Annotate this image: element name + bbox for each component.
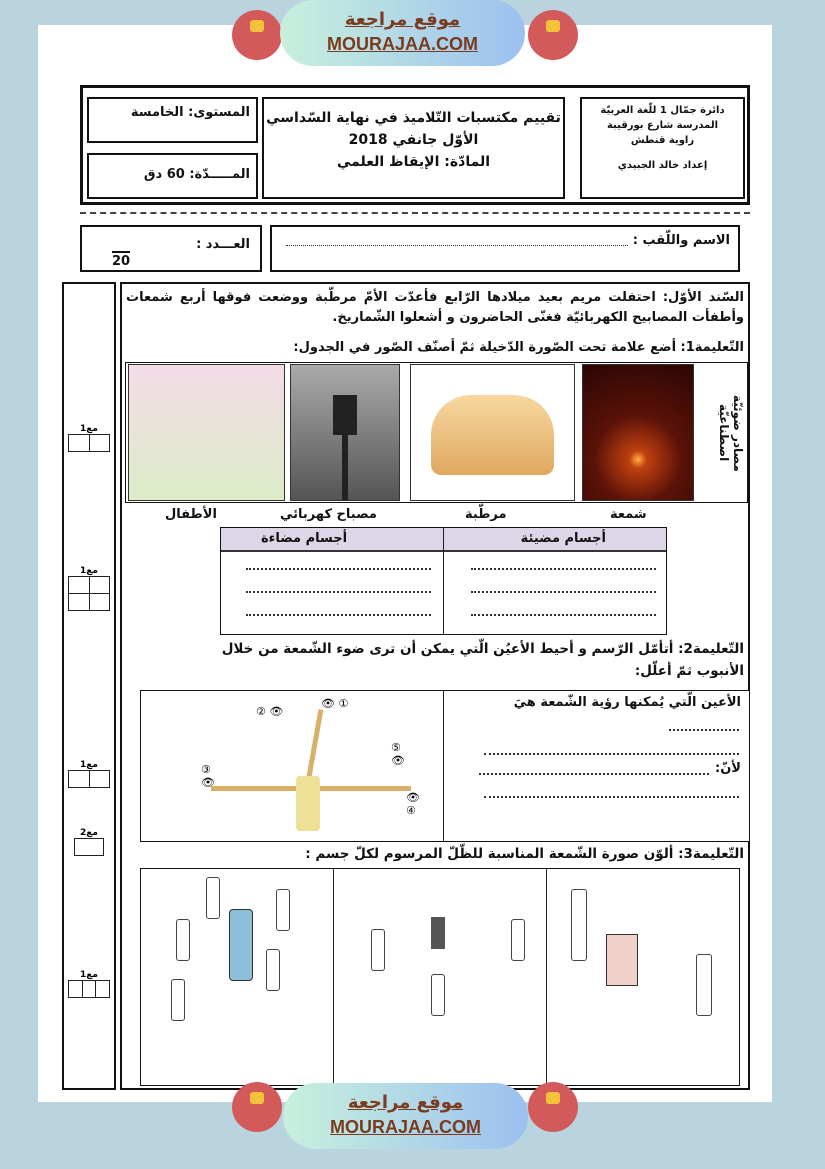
candle-outline[interactable]	[276, 889, 290, 931]
caption-lamp: مصباح كهربائي	[280, 507, 377, 522]
exam-subject: المادّة: الإيقاظ العلمي	[336, 154, 491, 170]
exam-period: الأوّل جانفي 2018	[348, 132, 479, 148]
header-luminous: أجسام مضيئة	[520, 531, 606, 546]
candle-outline[interactable]	[371, 929, 385, 971]
duration-box: المـــــدّة: 60 دق	[87, 153, 258, 199]
because-label: لأنّ:	[715, 761, 741, 776]
candle-outline[interactable]	[431, 974, 445, 1016]
instruction-1: التّعليمة1: أضع علامة تحت الصّورة الدّخيلة ثمّ أصنّف الصّور في الجدول:	[293, 340, 744, 355]
name-label: الاسم واللّقب :	[632, 233, 730, 248]
lamp-drawing	[431, 917, 445, 949]
school-line: دائرة جمّال 1 للّغة العربيّة	[600, 105, 725, 116]
score-label: مع1	[80, 970, 98, 980]
school-line: زاوية قنطش	[630, 135, 695, 146]
glass-drawing	[606, 934, 638, 986]
score-label: مع1	[80, 424, 98, 434]
instruction-2: التّعليمة2: أتأمّل الرّسم و أحيط الأعيُن الّتي يمكن أن ترى ضوء الشّمعة من خلال الأنبوب ثمّ أعلّل:	[221, 641, 744, 679]
grade-total: 20	[112, 251, 130, 269]
banner-arabic: موقع مراجعة	[347, 1092, 464, 1113]
score-item	[64, 760, 114, 788]
level-box: المستوى: الخامسة	[87, 97, 258, 143]
book-icon	[546, 20, 560, 32]
answer-line[interactable]	[669, 729, 739, 731]
author: إعداد خالد الجبيدي	[617, 160, 708, 171]
site-logo-left	[232, 1082, 282, 1132]
banner-arabic: موقع مراجعة	[344, 9, 461, 30]
eye-1-icon[interactable]: 👁 ①	[321, 697, 349, 710]
candle-outline[interactable]	[571, 889, 587, 961]
score-label: مع1	[80, 760, 98, 770]
lamp-image[interactable]	[290, 364, 400, 501]
score-item	[64, 970, 114, 998]
score-item	[64, 566, 114, 611]
candle-outline[interactable]	[511, 919, 525, 961]
name-box	[270, 225, 740, 272]
candle-outline[interactable]	[176, 919, 190, 961]
score-column	[62, 282, 116, 1090]
children-party-image[interactable]	[128, 364, 285, 501]
score-item	[64, 828, 114, 856]
answer-line[interactable]	[471, 591, 656, 593]
eye-4-icon[interactable]: 👁 ④	[406, 791, 420, 817]
eyes-exercise-box	[140, 690, 750, 842]
context-text: السّند الأوّل: احتفلت مريم بعيد ميلادها الرّابع فأعدّت الأمّ مرطّبة ووضعت فوقها أربع شمعات وأطفأت المصابيح الكهربائيّة فغنّى الحاضرون و أشعلوا الشّماريخ.	[126, 290, 744, 325]
eye-5-icon[interactable]: ⑤ 👁	[391, 741, 405, 767]
banner-url: MOURAJAA.COM	[330, 1117, 481, 1137]
answer-line[interactable]	[246, 591, 431, 593]
candle-outline[interactable]	[171, 979, 185, 1021]
site-logo-left	[232, 10, 282, 60]
candle-drawing	[296, 776, 320, 831]
caption-candle: شمعة	[610, 507, 647, 522]
book-icon	[546, 1092, 560, 1104]
answer-line[interactable]	[484, 753, 739, 755]
candle-outline[interactable]	[696, 954, 712, 1016]
classification-table	[220, 527, 667, 635]
score-label: مع1	[80, 566, 98, 576]
site-banner-bottom[interactable]	[283, 1083, 528, 1149]
score-item	[64, 424, 114, 452]
exam-title: تقييم مكتسبات التّلاميذ في نهاية السّداسي	[266, 110, 561, 126]
school-box	[580, 97, 745, 199]
cut-line	[80, 212, 750, 214]
site-logo-right	[528, 1082, 578, 1132]
candle-outline[interactable]	[206, 877, 220, 919]
bottle-drawing	[229, 909, 253, 981]
exam-title-box	[262, 97, 565, 199]
eye-3-icon[interactable]: ③ 👁	[201, 763, 215, 789]
site-banner-top[interactable]	[280, 0, 525, 66]
header-illuminated: أجسام مضاءة	[261, 531, 348, 546]
eye-2-icon[interactable]: ② 👁	[256, 705, 284, 718]
answer-line[interactable]	[479, 773, 709, 775]
candle-outline[interactable]	[266, 949, 280, 991]
grade-box	[80, 225, 262, 272]
answer-line[interactable]	[471, 568, 656, 570]
answer-prompt: الأعين الّتي يُمكنها رؤية الشّمعة هيَ	[513, 695, 741, 710]
caption-children: الأطفال	[165, 507, 217, 522]
answer-line[interactable]	[471, 614, 656, 616]
caption-cake: مرطّبة	[465, 507, 507, 522]
answer-line[interactable]	[484, 796, 739, 798]
candle-image[interactable]	[582, 364, 694, 501]
school-line: المدرسة شارع بورقيبة	[606, 120, 718, 131]
answer-line[interactable]	[246, 614, 431, 616]
banner-url: MOURAJAA.COM	[327, 34, 478, 54]
grade-label: العـــدد :	[196, 237, 250, 252]
site-logo-right	[528, 10, 578, 60]
shadows-exercise-box	[140, 868, 740, 1086]
book-icon	[250, 20, 264, 32]
book-icon	[250, 1092, 264, 1104]
name-input-line[interactable]	[286, 245, 628, 246]
answer-line[interactable]	[246, 568, 431, 570]
instruction-3: التّعليمة3: ألوّن صورة الشّمعة المناسبة للظّلّ المرسوم لكلّ جسم :	[305, 846, 744, 862]
cake-image[interactable]	[410, 364, 575, 501]
row-label: مصادر ضوئيّة اصطناعيّة	[717, 394, 745, 472]
score-label: مع2	[80, 828, 98, 838]
